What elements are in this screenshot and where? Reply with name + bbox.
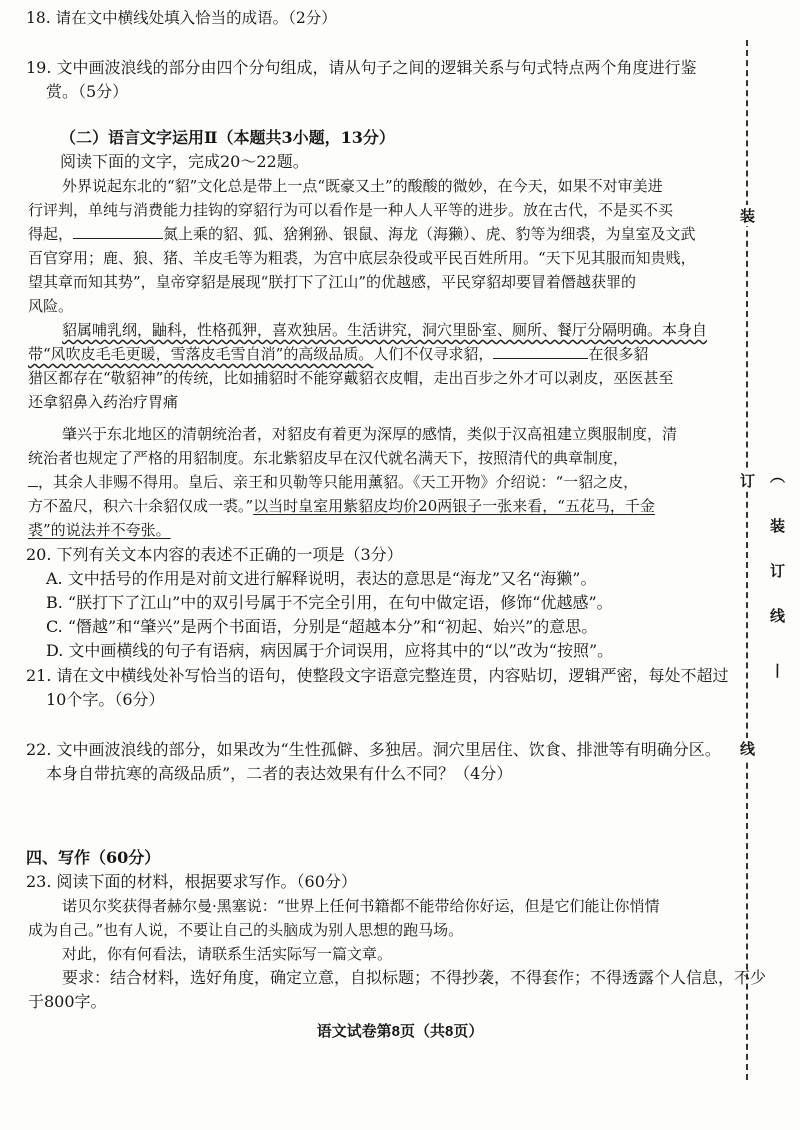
margin-ding-right: 订 (766, 560, 788, 581)
passage-p1-l3b: 氮上乘的貂、狐、猞猁狲、银鼠、海龙（海獭）、虎、豹等为细裘，为皇室及文武 (163, 225, 696, 243)
passage-p3-l5 (28, 520, 171, 540)
section2-instruction: 阅读下面的文字，完成20～22题。 (60, 152, 309, 171)
section4-title: 四、写作（60分） (26, 848, 161, 867)
passage-p1-l1: 外界说起东北的“貂”文化总是带上一点“既豪又土”的酸酸的微妙，在今天，如果不对审美进 (62, 177, 663, 195)
passage-p1-l6: 风险。 (28, 297, 74, 315)
passage-p2-l4: 还拿貂鼻入药治疗胃痛 (28, 393, 179, 411)
passage-p3-l4 (28, 496, 655, 516)
q20-option-d[interactable]: D. 文中画横线的句子有语病，病因属于介词误用，应将其中的“以”改为“按照”。 (46, 641, 614, 660)
q19-line2: 赏。（5分） (46, 82, 129, 101)
q21-line2: 10个字。（6分） (46, 690, 165, 709)
margin-xian-right: 线 (766, 605, 788, 626)
requirement-l1: 要求：结合材料，选好角度，确定立意，自拟标题；不得抄袭，不得套作；不得透露个人信息，不少 (62, 968, 767, 987)
q20-stem: 20. 下列有关文本内容的表述不正确的一项是（3分） (26, 545, 403, 564)
material-l3: 对此，你有何看法，请联系生活实际写一篇文章。 (62, 945, 393, 963)
margin-zhuang-right: 装 (766, 515, 788, 536)
q23-stem: 23. 阅读下面的材料，根据要求写作。（60分） (26, 872, 357, 891)
answer-blank-2[interactable] (493, 344, 588, 359)
passage-p2-l1 (62, 320, 707, 340)
material-l2: 成为自己。”也有人说，不要让自己的头脑成为别人思想的跑马场。 (28, 921, 464, 939)
underlined-sentence-2: 裘”的说法并不夸张。 (28, 521, 171, 539)
margin-paren: （ (766, 465, 788, 486)
section2-title: （二）语言文字运用Ⅱ（本题共3小题，13分） (60, 128, 395, 147)
page-footer: 语文试卷第8页（共8页） (316, 1023, 484, 1040)
binding-dashed-line (746, 40, 748, 1080)
underlined-sentence-1: 以当时皇室用紫貂皮均价20两银子一张来看，“五花马，千金 (253, 497, 655, 515)
passage-p1-l3 (28, 224, 696, 244)
passage-p2-l2-tail: 在很多貂 (588, 345, 649, 363)
passage-p2-l3: 猎区都存在“敬貂神”的传统，比如捕貂时不能穿戴貂衣皮帽，走出百步之外才可以剥皮，巫医甚至 (28, 369, 674, 387)
wavy-line-text-1: 貂属哺乳纲，鼬科，性格孤狎，喜欢独居。生活讲究，洞穴里卧室、厕所、餐厅分隔明确。本身自 (62, 321, 708, 339)
passage-p1-l3a: 得起， (28, 225, 74, 243)
passage-p2-l2-rest: 人们不仅寻求貂， (373, 345, 494, 363)
margin-xian-left: 线 (736, 738, 758, 759)
margin-ding-left: 订 (736, 470, 758, 491)
passage-p1-l4: 百官穿用；鹿、狼、猪、羊皮毛等为粗裘，为宫中底层杂役或平民百姓所用。“天下见其服而知贵贱， (28, 249, 696, 267)
q22-line1: 22. 文中画波浪线的部分，如果改为“生性孤僻、多独居。洞穴里居住、饮食、排泄等有明确分区。 (26, 740, 721, 759)
q22-line2: 本身自带抗寒的高级品质”，二者的表达效果有什么不同？（4分） (46, 764, 513, 783)
q20-option-a[interactable]: A. 文中括号的作用是对前文进行解释说明，表达的意思是“海龙”又名“海獭”。 (46, 569, 597, 588)
passage-p2-l2 (28, 344, 648, 364)
passage-p1-l5: 望其章而知其势”，皇帝穿貂是展现“朕打下了江山”的优越感，平民穿貂却要冒着僭越获罪的 (28, 273, 637, 291)
passage-p3-l3a: ，其余人非赐不得用。皇后、亲王和贝勒等只能用薰貂。《天工开物》介绍说：“一貂之皮， (38, 473, 639, 491)
passage-p3-l1: 肇兴于东北地区的清朝统治者，对貂皮有着更为深厚的感情，类似于汉高祖建立舆服制度，清 (62, 425, 678, 443)
margin-zhuang-top: 装 (736, 205, 758, 226)
q19-line1: 19. 文中画波浪线的部分由四个分句组成，请从句子之间的逻辑关系与句式特点两个角度进行鉴 (26, 58, 697, 77)
answer-blank-1[interactable] (73, 224, 163, 239)
passage-p3-l4a: 方不盈尺，积六十余貂仅成一裘。” (28, 497, 254, 515)
q21-line1: 21. 请在文中横线处补写恰当的语句，使整段文字语意完整连贯，内容贴切，逻辑严密，每处不超过 (26, 666, 729, 685)
wavy-line-text-2: 带“风吹皮毛毛更暖，雪落皮毛雪自消”的高级品质。 (28, 345, 374, 363)
q18-partial: 18. 请在文中横线处填入恰当的成语。（2分） (26, 9, 337, 27)
answer-blank-3[interactable] (28, 472, 38, 487)
q20-option-b[interactable]: B. “朕打下了江山”中的双引号属于不完全引用，在句中做定语，修饰“优越感”。 (46, 593, 613, 612)
passage-p3-l2: 统治者也规定了严格的用貂制度。东北紫貂皮早在汉代就名满天下，按照清代的典章制度， (28, 449, 629, 467)
passage-p1-l2: 行评判，单纯与消费能力挂钩的穿貂行为可以看作是一种人人平等的进步。放在古代，不是买不买 (28, 201, 674, 219)
q20-option-c[interactable]: C. “僭越”和“肇兴”是两个书面语，分别是“超越本分”和“初起、始兴”的意思。 (46, 617, 598, 636)
material-l1: 诺贝尔奖获得者赫尔曼·黑塞说：“世界上任何书籍都不能带给你好运，但是它们能让你悄情 (62, 897, 660, 915)
requirement-l2: 于800字。 (28, 992, 107, 1011)
passage-p3-l3 (28, 472, 638, 492)
margin-bar: 丨 (766, 660, 788, 681)
